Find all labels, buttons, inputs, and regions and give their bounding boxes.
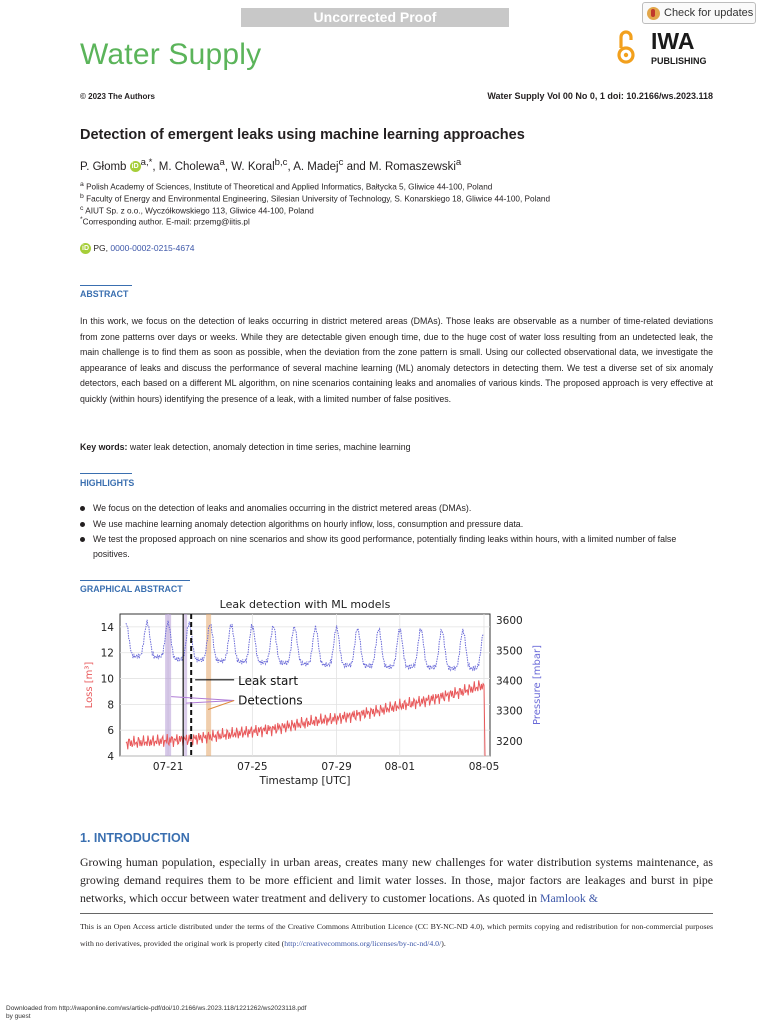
uncorrected-proof-banner: Uncorrected Proof xyxy=(241,8,509,27)
plot-frame xyxy=(120,614,490,756)
article-title: Detection of emergent leaks using machine learning approaches xyxy=(80,127,525,143)
license-footnote: This is an Open Access article distributed under the terms of the Creative Commons Attribution Licence (CC BY-NC-ND 4.0), which permits copying and redistribution for non-commercial purposes with no derivatives, provided the original work is properly cited (http://creativecommons.org/licenses/by-nc-nd/4.0/). xyxy=(80,922,713,948)
chart-grid xyxy=(120,614,490,756)
journal-name: Water Supply xyxy=(80,38,262,71)
y-right-tick-label: 3500 xyxy=(496,645,523,658)
highlight-item: We focus on the detection of leaks and anomalies occurring in the district metered areas (DMAs). xyxy=(80,501,713,516)
y-right-tick-label: 3200 xyxy=(496,735,523,748)
check-for-updates-button[interactable] xyxy=(642,2,756,24)
annotation-arrow xyxy=(171,697,234,701)
citation-link[interactable]: Mamlook & xyxy=(539,891,598,905)
pressure-series-line xyxy=(126,620,483,671)
detection-bands xyxy=(165,614,211,756)
y-left-tick-label: 14 xyxy=(100,621,114,634)
y-left-tick-label: 8 xyxy=(107,699,114,712)
iwa-logo-text: IWA xyxy=(651,28,695,54)
y-left-tick-label: 4 xyxy=(107,751,114,763)
abstract-text: In this work, we focus on the detection of leaks occurring in district metered areas (DMAs). Those leaks are observable as a number of time-related deviations from zone patterns over days or weeks. While they are detectable given enough time, due to the huge cost of water loss resulting from an undetected leak, the main challenge is to find them as soon as possible, when the deviation from the zone pattern is small. Using our collected observational data, we investigate the appearance of leaks and discuss the performance of several machine learning (ML) anomaly detectors in detecting them. We test a diverse set of six anomaly detectors, each based on a different ML algorithm, on nine scenarios containing leaks and anomalies of various kinds. The proposed approach is very effective at quickly (within hours) identifying the presence of a leak, with a limited number of false positives. xyxy=(80,316,713,404)
citation-line: Water Supply Vol 00 No 0, 1 doi: 10.2166/ws.2023.118 xyxy=(487,91,713,101)
y-left-axis-label: Loss [m³] xyxy=(84,661,95,709)
introduction-heading: 1. INTRODUCTION xyxy=(80,831,190,845)
highlight-item: We test the proposed approach on nine scenarios and show its good performance, potentially finding leaks within hours, with a limited number of false positives. xyxy=(80,532,713,562)
y-right-tick-label: 3600 xyxy=(496,615,523,628)
download-info: Downloaded from http://iwaponline.com/ws/article-pdf/doi/10.2166/ws.2023.118/1221262/ws2023118.pdf by guest xyxy=(6,1005,307,1020)
x-tick-labels xyxy=(153,761,499,773)
author-list: P. Głomb iD $^{a,*}$, M. Cholewa$^a$, W. Koral$^{b,c}$, A. Madej$^c$ and M. Romaszewski$^a$ xyxy=(80,157,462,173)
check-updates-icon xyxy=(647,7,660,20)
abstract-rule xyxy=(80,285,132,286)
y-right-tick-label: 3400 xyxy=(496,675,523,688)
introduction-text: Growing human population, especially in urban areas, creates many new challenges for water distribution systems maintenance, as growing demand requires them to be more efficient and limit water losses. In those, major factors are leakages and burst in pipe networks, which occur between water treatment and delivery to customer locations. As quoted in Mamlook & xyxy=(80,855,713,905)
footnote-rule xyxy=(80,913,713,914)
leak-detection-chart xyxy=(80,596,550,796)
y-left-tick-label: 6 xyxy=(107,725,114,738)
x-axis-label: Timestamp [UTC] xyxy=(259,775,351,787)
graphical-abstract-rule xyxy=(80,580,190,581)
highlight-item: We use machine learning anomaly detection algorithms on hourly inflow, loss, consumption and pressure data. xyxy=(80,517,713,532)
orcid-link[interactable]: 0000-0002-0215-4674 xyxy=(110,243,195,253)
highlights-heading: HIGHLIGHTS xyxy=(80,478,135,488)
graphical-abstract-heading: GRAPHICAL ABSTRACT xyxy=(80,584,183,594)
publishing-logo-text: PUBLISHING xyxy=(651,56,707,66)
x-tick-label: 07-29 xyxy=(321,761,352,773)
x-tick-label: 07-25 xyxy=(237,761,268,773)
chart-title: Leak detection with ML models xyxy=(219,598,391,611)
orcid-icon: iD xyxy=(82,245,89,253)
y-right-tick-label: 3300 xyxy=(496,705,523,718)
y-left-tick-label: 12 xyxy=(100,647,114,660)
license-link[interactable]: http://creativecommons.org/licenses/by-nc-nd/4.0/ xyxy=(284,939,442,948)
y-right-tick-labels xyxy=(496,615,523,748)
highlights-rule xyxy=(80,473,132,474)
loss-series-line xyxy=(126,680,485,756)
orcid-icon[interactable]: iD xyxy=(131,163,139,171)
x-tick-label: 08-01 xyxy=(384,761,416,773)
y-right-axis-label: Pressure [mbar] xyxy=(532,644,543,726)
keywords: Key words: water leak detection, anomaly detection in time series, machine learning xyxy=(80,442,411,452)
open-access-icon xyxy=(619,32,633,62)
x-tick-label: 07-21 xyxy=(152,761,184,773)
affiliation-c: $^c$ AIUT Sp. z o.o., Wyczółkowskiego 113, Gliwice 44-100, Poland xyxy=(80,205,314,216)
y-left-tick-label: 10 xyxy=(100,673,114,686)
x-tick-label: 08-05 xyxy=(468,761,500,773)
y-left-tick-labels xyxy=(101,622,115,763)
annotation-detections: Detections xyxy=(238,693,303,708)
check-updates-label: Check for updates xyxy=(664,7,754,19)
iwa-publishing-logo xyxy=(616,24,716,70)
copyright: © 2023 The Authors xyxy=(80,92,155,101)
affiliation-a: $^a$ Polish Academy of Sciences, Institute of Theoretical and Applied Informatics, Bałtycka 5, Gliwice 44-100, Poland xyxy=(80,181,493,192)
orcid-line: iD PG, 0000-0002-0215-4674 xyxy=(82,243,195,253)
corresponding-author: *Corresponding author. E-mail: przemg@iitis.pl xyxy=(80,216,250,227)
affiliation-b: $^b$ Faculty of Energy and Environmental Engineering, Silesian University of Technology, S. Konarskiego 18, Gliwice 44-100, Poland xyxy=(80,193,550,204)
abstract-heading: ABSTRACT xyxy=(80,289,129,299)
annotation-leak-start: Leak start xyxy=(238,674,299,688)
